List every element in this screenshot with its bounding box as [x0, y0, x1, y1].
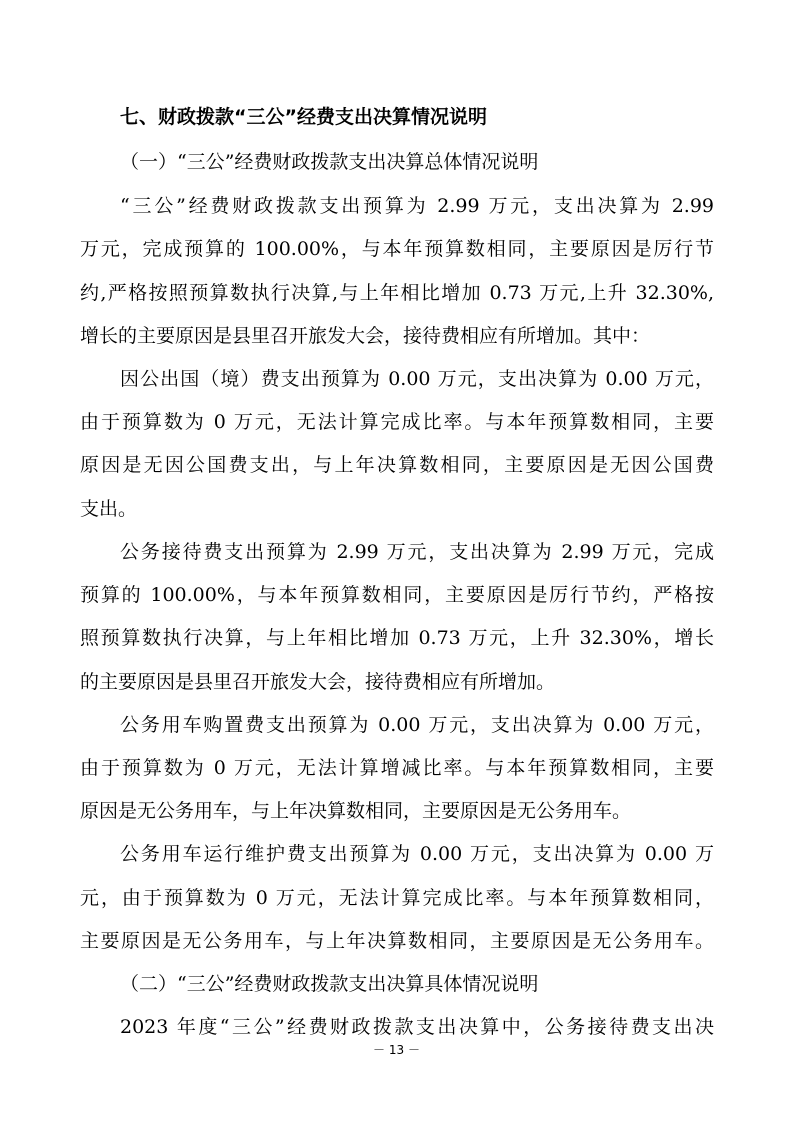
para4-line-1: 公务用车购置费支出预算为 0.00 万元，支出决算为 0.00 万元，	[120, 714, 714, 736]
para3-line-1: 公务接待费支出预算为 2.99 万元，支出决算为 2.99 万元，完成	[120, 541, 714, 563]
para1-line-2: 万元，完成预算的 100.00%，与本年预算数相同，主要原因是厉行节	[80, 238, 714, 260]
para2-line-2: 由于预算数为 0 万元，无法计算完成比率。与本年预算数相同，主要	[80, 411, 714, 433]
para3-line-2: 预算的 100.00%，与本年预算数相同，主要原因是厉行节约，严格按	[80, 584, 714, 606]
para1-line-4: 增长的主要原因是县里召开旅发大会，接待费相应有所增加。其中：	[80, 325, 651, 347]
page-number: － 13 －	[373, 1043, 420, 1057]
para2-line-3: 原因是无因公国费支出，与上年决算数相同，主要原因是无因公国费	[80, 454, 714, 476]
para6-line-1: 2023 年度“三公”经费财政拨款支出决算中，公务接待费支出决	[120, 1016, 714, 1038]
para4-line-2: 由于预算数为 0 万元，无法计算增减比率。与本年预算数相同，主要	[80, 757, 714, 779]
para1-line-1: “三公”经费财政拨款支出预算为 2.99 万元，支出决算为 2.99	[120, 195, 714, 217]
para5-line-1: 公务用车运行维护费支出预算为 0.00 万元，支出决算为 0.00 万	[120, 843, 714, 865]
part2-title: （二）“三公”经费财政拨款支出决算具体情况说明	[120, 973, 539, 995]
para3-line-3: 照预算数执行决算，与上年相比增加 0.73 万元，上升 32.30%，增长	[80, 627, 714, 649]
para2-line-4: 支出。	[80, 498, 138, 520]
part1-title: （一）“三公”经费财政拨款支出决算总体情况说明	[120, 151, 539, 173]
section-title: 七、财政拨款“三公”经费支出决算情况说明	[120, 106, 487, 128]
para3-line-4: 的主要原因是县里召开旅发大会，接待费相应有所增加。	[80, 671, 556, 693]
para5-line-3: 主要原因是无公务用车，与上年决算数相同，主要原因是无公务用车。	[80, 930, 714, 952]
para5-line-2: 元，由于预算数为 0 万元，无法计算完成比率。与本年预算数相同，	[80, 887, 714, 909]
para4-line-3: 原因是无公务用车，与上年决算数相同，主要原因是无公务用车。	[80, 800, 632, 822]
para2-line-1: 因公出国（境）费支出预算为 0.00 万元，支出决算为 0.00 万元，	[120, 368, 714, 390]
para1-line-3: 约,严格按照预算数执行决算,与上年相比增加 0.73 万元,上升 32.30%,	[80, 282, 714, 304]
